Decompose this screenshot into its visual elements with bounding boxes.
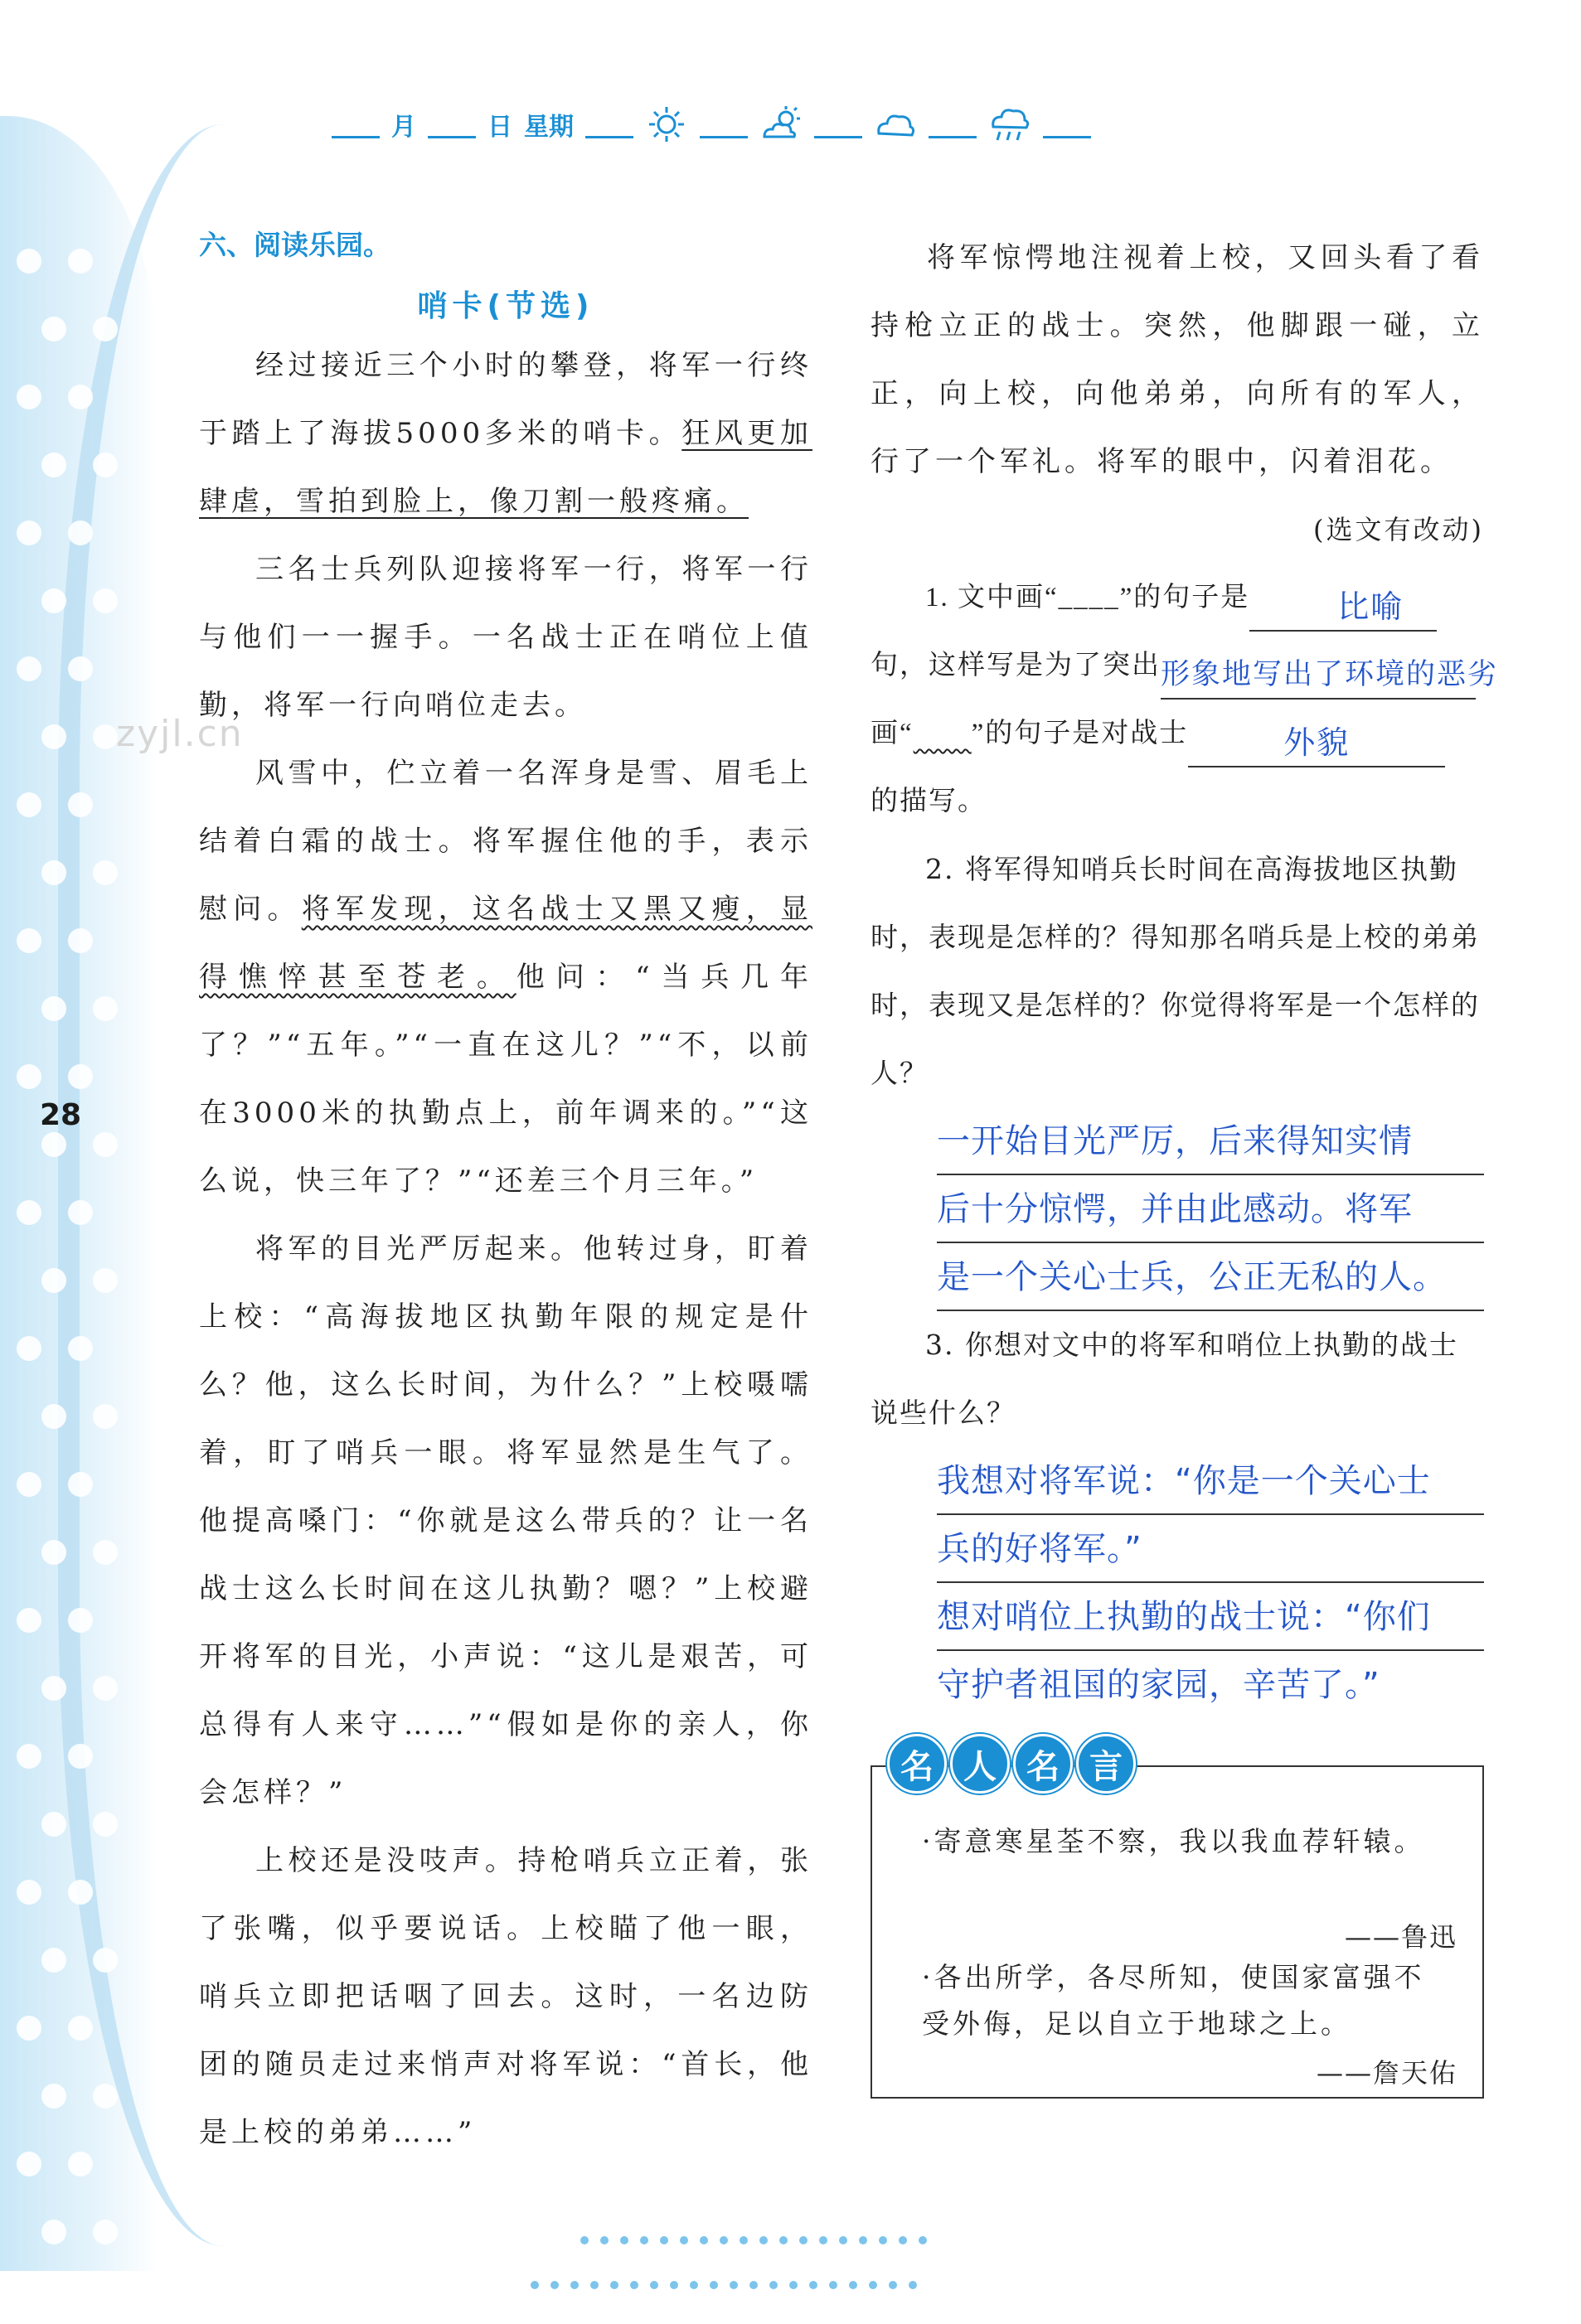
decorative-dot <box>919 2236 927 2244</box>
decorative-dot <box>889 2281 897 2289</box>
title-bubble: 名 <box>887 1734 947 1794</box>
decorative-dot <box>749 2281 758 2289</box>
decorative-dot <box>779 2236 788 2244</box>
question-text: ”的句子是对战士 <box>971 719 1189 748</box>
paragraph-text: 经过接近三个小时的攀登，将军一行终于踏上了海拔5000多米的哨卡。 <box>199 349 812 450</box>
paw-dot <box>68 1608 93 1633</box>
paw-dot <box>41 2220 66 2244</box>
decorative-dot <box>550 2281 559 2289</box>
question-1-line-4: 的描写。 <box>871 787 987 816</box>
paw-dot <box>17 249 41 274</box>
wavy-underlined-sentence: 将军发现，这名战士又黑又瘦，显得憔悴甚至苍老。 <box>199 893 813 994</box>
answer-blank-1[interactable]: 比喻 <box>1249 583 1437 632</box>
paw-dot <box>68 928 93 953</box>
sunny-icon <box>645 105 688 143</box>
paw-dot <box>41 1948 66 1973</box>
weather-blank-4 <box>1043 111 1091 138</box>
decorative-dot <box>849 2281 857 2289</box>
decorative-dot <box>859 2236 867 2244</box>
straight-underlined-sentence: 狂风更加肆虐，雪拍到脸上，像刀割一般疼痛。 <box>199 417 813 518</box>
weekday-blank <box>585 111 633 138</box>
paw-dot <box>68 1064 93 1089</box>
decorative-dot <box>789 2281 798 2289</box>
decorative-dot <box>809 2281 817 2289</box>
decorative-dot <box>720 2236 728 2244</box>
paw-dot <box>17 385 41 409</box>
paw-dot <box>17 520 41 545</box>
paw-dot <box>68 792 93 817</box>
paw-dot <box>68 656 93 681</box>
paragraph-text: 他问：“当兵几年了？”“五年。”“一直在这儿？”“不，以前在3000米的执勤点上，前年调来的。”“这么说，快三年了？”“还差三个月三年。” <box>199 961 813 1198</box>
weather-blank-2 <box>814 111 862 138</box>
quote-2: ·各出所学，各尽所知，使国家富强不受外侮，足以自立于地球之上。 <box>922 1961 1425 2040</box>
paragraph-text: 风雪中，伫立着一名浑身是雪、眉毛上结着白霜的战士。将军握住他的手，表示慰问。 <box>199 757 812 926</box>
answer-line[interactable]: 后十分惊愕，并由此感动。将军 <box>937 1175 1484 1243</box>
paw-dot <box>68 1880 93 1905</box>
cloudy-icon <box>874 105 917 143</box>
paw-dot <box>93 2084 118 2109</box>
paw-dot <box>17 656 41 681</box>
decorative-dot <box>690 2281 698 2289</box>
article-paragraph-6: 将军惊愕地注视着上校，又回头看了看持枪立正的战士。突然，他脚跟一碰，立正，向上校，向他弟弟，向所有的军人，行了一个军礼。将军的眼中，闪着泪花。 <box>871 241 1484 478</box>
watermark: zyjl.cn <box>116 713 244 755</box>
month-blank <box>332 111 380 138</box>
answer-line[interactable]: 兵的好将军。” <box>937 1515 1484 1583</box>
decorative-dot <box>670 2281 678 2289</box>
title-bubble: 言 <box>1076 1734 1136 1794</box>
paw-dot <box>68 1744 93 1769</box>
answer-line[interactable]: 是一个关心士兵，公正无私的人。 <box>937 1243 1484 1311</box>
wavy-mark <box>914 719 972 748</box>
paw-dot <box>41 996 66 1021</box>
decorative-dot <box>899 2236 907 2244</box>
paw-dot <box>17 1200 41 1225</box>
famous-quotes-title <box>887 1734 1136 1794</box>
paw-dot <box>93 1948 118 1973</box>
decorative-dot <box>590 2281 599 2289</box>
paw-dot <box>68 2152 93 2176</box>
article-paragraph-5: 上校还是没吱声。持枪哨兵立正着，张了张嘴，似乎要说话。上校瞄了他一眼，哨兵立即把话咽了回去。这时，一名边防团的随员走过来悄声对将军说：“首长，他是上校的弟弟……” <box>199 1844 812 2149</box>
question-3-answers <box>871 1447 1484 1717</box>
decorative-dot <box>879 2236 887 2244</box>
paw-dot <box>41 453 66 477</box>
answer-line[interactable]: 一开始目光严厉，后来得知实情 <box>937 1107 1484 1175</box>
paw-dot <box>17 792 41 817</box>
decorative-dot <box>660 2236 668 2244</box>
decorative-dot <box>630 2281 638 2289</box>
decorative-dot <box>799 2236 807 2244</box>
date-weather-header <box>332 99 1091 149</box>
paw-dot <box>68 385 93 409</box>
paw-dot <box>68 1472 93 1497</box>
article-paragraph-2: 三名士兵列队迎接将军一行，将军一行与他们一一握手。一名战士正在哨位上值勤，将军一行向哨位走去。 <box>199 553 812 722</box>
paw-dot <box>68 2016 93 2041</box>
question-2-answers <box>871 1107 1484 1311</box>
question-3: 3. 你想对文中的将军和哨位上执勤的战士说些什么？ <box>871 1329 1458 1429</box>
answer-line[interactable]: 我想对将军说：“你是一个关心士 <box>937 1447 1484 1515</box>
article-title: 哨卡(节选) <box>417 289 594 323</box>
paw-dot <box>68 1336 93 1361</box>
decorative-dot <box>839 2236 847 2244</box>
decorative-dot <box>769 2281 778 2289</box>
paw-dot <box>41 1404 66 1429</box>
decorative-dot <box>829 2281 837 2289</box>
answer-line[interactable]: 守护者祖国的家园，辛苦了。” <box>937 1666 1380 1704</box>
paw-dot <box>17 928 41 953</box>
paw-dot <box>68 520 93 545</box>
question-2: 2. 将军得知哨兵长时间在高海拔地区执勤时，表现是怎样的？得知那名哨兵是上校的弟弟时，表现又是怎样的？你觉得将军是一个怎样的人？ <box>871 853 1480 1089</box>
decorative-dot <box>700 2236 708 2244</box>
paw-dot <box>93 1268 118 1293</box>
paw-dot <box>93 1404 118 1429</box>
question-1-line-1 <box>871 564 1484 632</box>
source-note: (选文有改动) <box>1313 514 1484 545</box>
decorative-dot <box>640 2236 648 2244</box>
question-text: 画“ <box>871 719 914 748</box>
paw-dot <box>41 1676 66 1701</box>
paw-dot <box>93 1812 118 1837</box>
weather-blank-1 <box>700 111 748 138</box>
paw-dot <box>93 588 118 613</box>
decorative-dot <box>570 2281 579 2289</box>
rainy-icon <box>988 105 1031 143</box>
paw-dot <box>68 249 93 274</box>
day-blank <box>428 111 476 138</box>
weekday-label: 星期 <box>524 113 574 142</box>
quote-1: ·寄意寒星荃不察，我以我血荐轩辕。 <box>922 1825 1425 1857</box>
month-label: 月 <box>391 113 416 142</box>
quote-2-author: ——詹天佑 <box>1316 2057 1457 2089</box>
questions-column <box>871 224 1499 1717</box>
section-title: 六、阅读乐园。 <box>199 229 390 261</box>
question-1 <box>871 564 1499 835</box>
decorative-dot <box>600 2236 609 2244</box>
paw-dot <box>17 1064 41 1089</box>
paw-dot <box>68 1200 93 1225</box>
decorative-dot <box>610 2281 618 2289</box>
title-bubble: 人 <box>950 1734 1010 1794</box>
paw-dot <box>93 1676 118 1701</box>
decorative-dot <box>819 2236 827 2244</box>
title-bubble: 名 <box>1013 1734 1073 1794</box>
paw-dot <box>93 1132 118 1157</box>
day-label: 日 <box>487 113 512 142</box>
paw-dot <box>41 724 66 749</box>
paw-dot <box>93 453 118 477</box>
paw-dot <box>41 1132 66 1157</box>
article-column <box>199 224 812 2167</box>
decorative-dot <box>650 2281 658 2289</box>
article-paragraph-3 <box>199 739 812 1215</box>
decorative-dot <box>580 2236 589 2244</box>
decorative-dots-bottom <box>531 2281 917 2289</box>
decorative-dot <box>869 2281 877 2289</box>
partly-sunny-icon <box>759 105 803 143</box>
paw-dot <box>41 2084 66 2109</box>
decorative-dot <box>620 2236 628 2244</box>
paw-dot <box>93 2220 118 2244</box>
paw-dot <box>41 1268 66 1293</box>
article-paragraph-1 <box>199 332 812 535</box>
paw-dot <box>17 1608 41 1633</box>
answer-blank-2[interactable]: 形象地写出了环境的恶劣 <box>1161 651 1476 700</box>
decorative-dot <box>740 2236 748 2244</box>
paw-dot <box>93 996 118 1021</box>
paw-dot <box>93 1540 118 1565</box>
famous-quotes-box <box>871 1747 1484 2099</box>
answer-blank-3[interactable]: 外貌 <box>1188 719 1445 767</box>
paw-dot <box>93 724 118 749</box>
paw-dot <box>17 1336 41 1361</box>
question-text: 1. 文中画“____”的句子是 <box>925 583 1250 612</box>
answer-line[interactable]: 想对哨位上执勤的战士说：“你们 <box>937 1583 1484 1651</box>
decorative-dot <box>680 2236 688 2244</box>
weather-blank-3 <box>929 111 977 138</box>
decorative-dots-top <box>580 2236 927 2244</box>
question-1-line-2 <box>871 632 1499 700</box>
paw-dot <box>17 2016 41 2041</box>
paw-dot <box>17 2152 41 2176</box>
quote-1-author: ——鲁迅 <box>1344 1921 1457 1953</box>
decorative-dot <box>710 2281 718 2289</box>
paw-dot <box>41 860 66 885</box>
paw-dot <box>17 1880 41 1905</box>
paw-dot <box>41 1540 66 1565</box>
paw-dot <box>93 317 118 341</box>
decorative-dot <box>730 2281 738 2289</box>
paw-dot <box>17 1744 41 1769</box>
paw-dot <box>41 317 66 341</box>
page-number: 28 <box>40 1098 82 1132</box>
paw-dot <box>41 1812 66 1837</box>
paw-dot <box>93 860 118 885</box>
decorative-dot <box>909 2281 917 2289</box>
decorative-dot <box>531 2281 539 2289</box>
paw-dot <box>17 1472 41 1497</box>
question-1-line-3 <box>871 700 1484 767</box>
question-text: 句，这样写是为了突出 <box>871 651 1161 680</box>
decorative-dot <box>759 2236 768 2244</box>
paw-dot <box>41 588 66 613</box>
article-paragraph-4: 将军的目光严厉起来。他转过身，盯着上校：“高海拔地区执勤年限的规定是什么？他，这么长时间，为什么？”上校嗫嚅着，盯了哨兵一眼。将军显然是生气了。他提高嗓门：“你就是这么带兵的？让一名战士这么长时间在这儿执勤？嗯？”上校避开将军的目光，小声说：“这儿是艰苦，可总得有人来守……”“假如是你的亲人，你会怎样？” <box>199 1232 812 1809</box>
